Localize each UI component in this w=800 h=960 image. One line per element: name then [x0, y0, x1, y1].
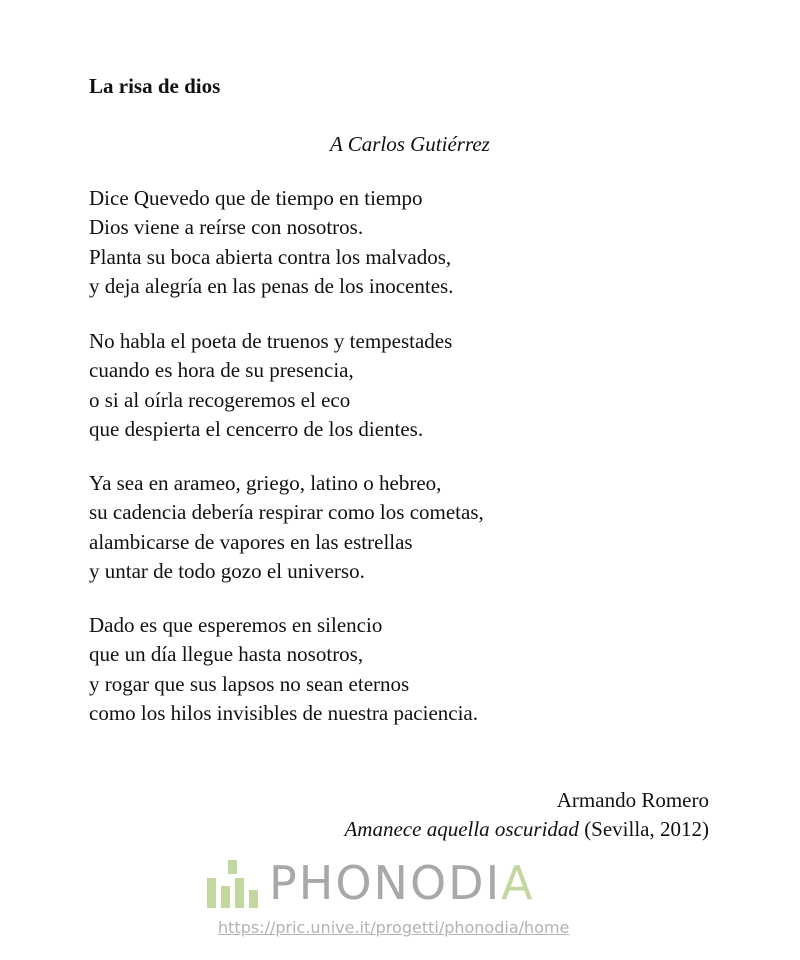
source-citation [344, 815, 709, 844]
stanza-3 [89, 469, 484, 586]
publication-info: (Sevilla, 2012) [578, 816, 709, 841]
verse-line: alambicarse de vapores en las estrellas [89, 529, 413, 554]
stanza-4 [89, 611, 478, 728]
bar-chart-icon [207, 860, 259, 908]
verse-line: o si al oírla recogeremos el eco [89, 387, 351, 412]
poem-dedication: A Carlos Gutiérrez [330, 132, 490, 156]
verse-line: y deja alegría en las penas de los inocentes. [89, 273, 454, 298]
verse-line: que despierta el cencerro de los dientes. [89, 416, 424, 441]
logo-wordmark [269, 858, 535, 908]
poem-title: La risa de dios [89, 74, 221, 98]
logo-text-main: PHONODI [269, 856, 502, 910]
verse-line: Dios viene a reírse con nosotros. [89, 215, 364, 240]
source-url-link[interactable]: https://pric.unive.it/progetti/phonodia/home [218, 918, 570, 937]
phonodia-logo [207, 858, 535, 908]
verse-line: y untar de todo gozo el universo. [89, 558, 365, 583]
stanza-2 [89, 327, 452, 444]
verse-line: Dado es que esperemos en silencio [89, 613, 383, 637]
stanza-1 [89, 184, 453, 301]
attribution [344, 786, 709, 843]
verse-line: Dice Quevedo que de tiempo en tiempo [89, 186, 423, 210]
verse-line: No habla el poeta de truenos y tempestades [89, 329, 453, 353]
book-title: Amanece aquella oscuridad [344, 816, 579, 841]
verse-line: y rogar que sus lapsos no sean eternos [89, 671, 410, 696]
author-name: Armando Romero [556, 788, 709, 812]
verse-line: que un día llegue hasta nosotros, [89, 642, 364, 667]
verse-line: Ya sea en arameo, griego, latino o hebreo, [89, 471, 442, 495]
verse-line: cuando es hora de su presencia, [89, 358, 354, 383]
verse-line: su cadencia debería respirar como los cometas, [89, 500, 484, 525]
logo-text-accent: A [501, 856, 535, 910]
verse-line: Planta su boca abierta contra los malvados, [89, 244, 452, 269]
verse-line: como los hilos invisibles de nuestra paciencia. [89, 700, 478, 725]
